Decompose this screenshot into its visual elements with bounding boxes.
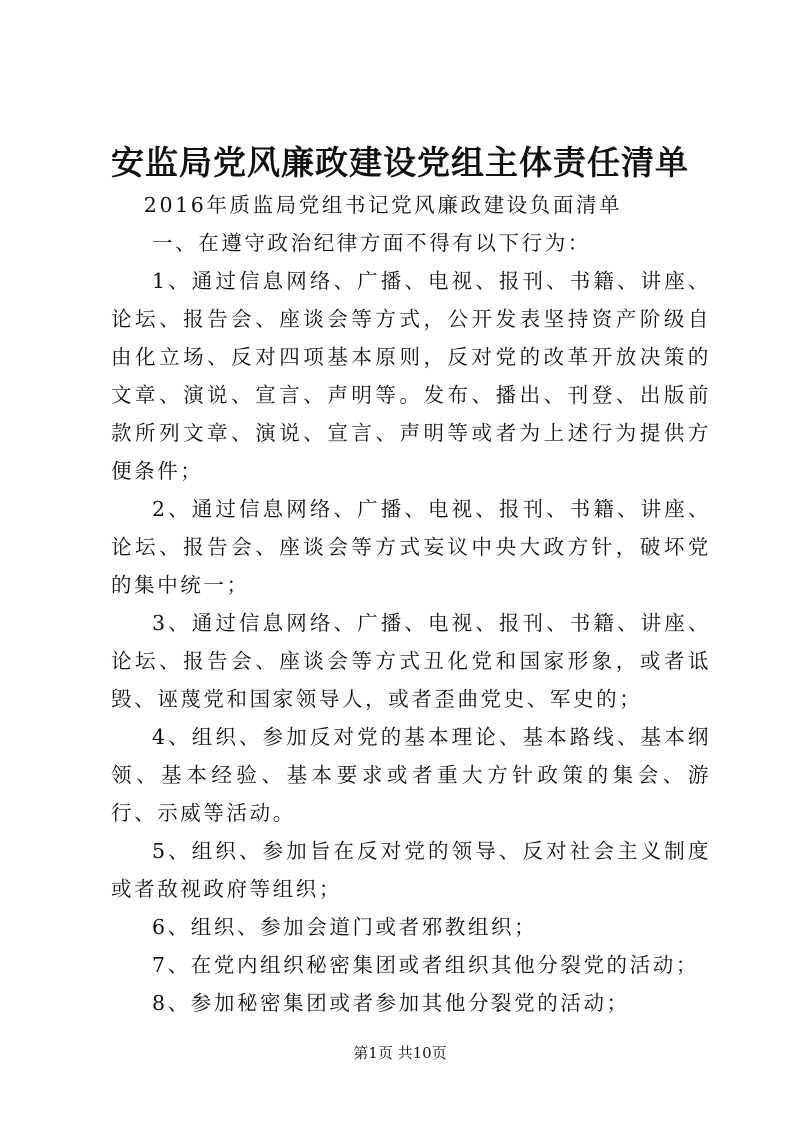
- list-item-5: 5、组织、参加旨在反对党的领导、反对社会主义制度或者敌视政府等组织；: [111, 839, 711, 901]
- list-item-1: 1、通过信息网络、广播、电视、报刊、书籍、讲座、论坛、报告会、座谈会等方式，公开发表坚持资产阶级自由化立场、反对四项基本原则，反对党的改革开放决策的文章、演说、宣言、声明等。发布、播出、刊登、出版前款所列文章、演说、宣言、声明等或者为上述行为提供方便条件；: [111, 269, 711, 483]
- document-title: 安监局党风廉政建设党组主体责任清单: [111, 143, 689, 182]
- document-body: [111, 186, 711, 1022]
- section-heading: 一、在遵守政治纪律方面不得有以下行为：: [152, 231, 591, 255]
- list-item-4: 4、组织、参加反对党的基本理论、基本路线、基本纲领、基本经验、基本要求或者重大方针政策的集会、游行、示威等活动。: [111, 725, 711, 825]
- document-subtitle: 2016年质监局党组书记党风廉政建设负面清单: [143, 193, 623, 217]
- page-indicator: 第1页 共10页: [353, 1044, 447, 1062]
- list-item-7: 7、在党内组织秘密集团或者组织其他分裂党的活动；: [152, 953, 699, 977]
- list-item-3: 3、通过信息网络、广播、电视、报刊、书籍、讲座、论坛、报告会、座谈会等方式丑化党和国家形象，或者诋毁、诬蔑党和国家领导人，或者歪曲党史、军史的；: [111, 611, 711, 711]
- list-item-8: 8、参加秘密集团或者参加其他分裂党的活动；: [152, 991, 630, 1015]
- list-item-6: 6、组织、参加会道门或者邪教组织；: [152, 915, 538, 939]
- list-item-2: 2、通过信息网络、广播、电视、报刊、书籍、讲座、论坛、报告会、座谈会等方式妄议中央大政方针，破坏党的集中统一；: [111, 497, 711, 597]
